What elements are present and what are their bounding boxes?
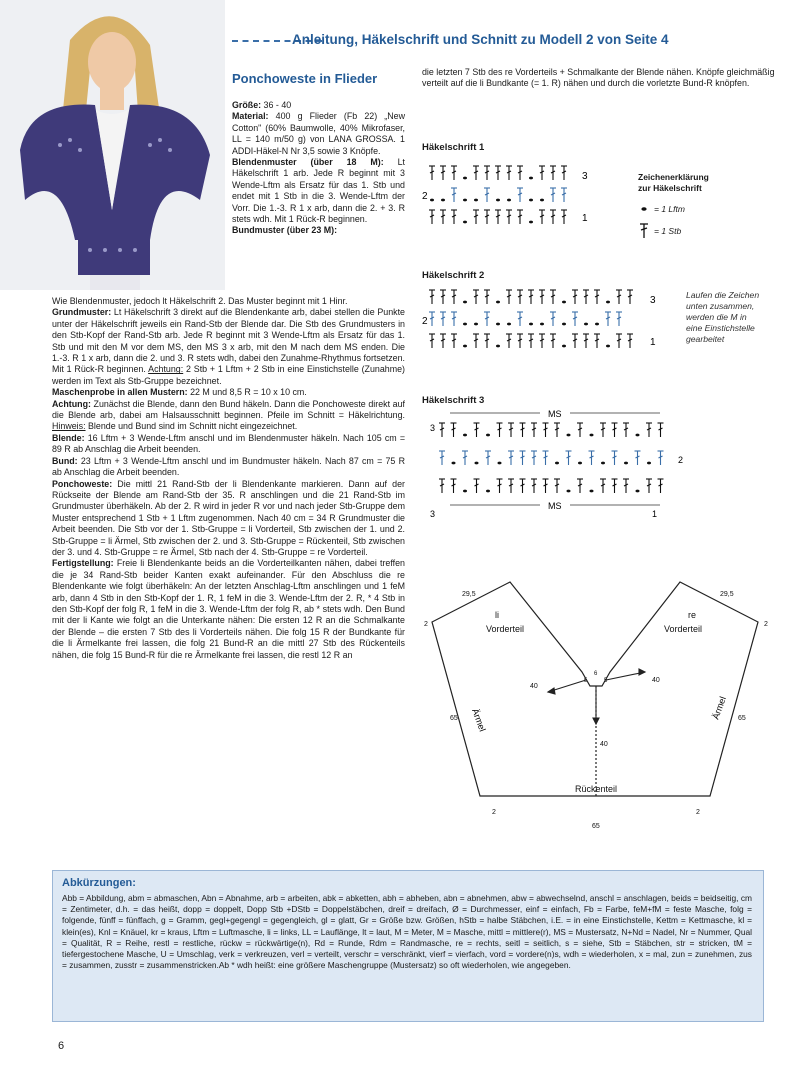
lftm-symbol-icon bbox=[507, 199, 511, 202]
fertigstellung-text: Freie li Blendenkante beids an die Vorderteilkanten nähen, dabei treffen die je 34 Rand-Stb beider Kanten exakt aufeinander. Für den Abschluss die re Blendenkante wie folgt überhäkeln: An der letzten Anschlag-Lftm anschlingen und 1 feM arb, dann 4 Stb in den Stb-Kopf der 1. R, 1 feM in die 3. Wende-Lftm der 2. R, * 4 Stb in den Stb-Kopf der folg R, 1 feM in die 3. Wende-Lftm der folg R, ab * stets wdh. Den Bund mit der li Kante wie folgt an die Unterkante nähen: Die ersten 12 R an die Schmalkante der Blende – die ersten 7 Stb des li Vorderteils nähen. Die folg 15 R der Bundkante für die li Ärmelkante frei lassen, die folg 21 Bund-R an die mittl 27 Stb des Rückenteils nähen, die folg 15 Bund-R für die re Ärmelkante frei lassen, die restl 12 R an bbox=[52, 558, 405, 660]
lftm-symbol-icon bbox=[641, 207, 646, 211]
stb-symbol-icon bbox=[539, 290, 545, 304]
stb-symbol-icon bbox=[550, 188, 556, 202]
stb-symbol-icon bbox=[528, 290, 534, 304]
dim-29-5-right: 29,5 bbox=[720, 591, 734, 598]
legend-title-1: Zeichenerklärung bbox=[638, 172, 709, 182]
legend-title-2: zur Häkelschrift bbox=[638, 183, 702, 193]
stb-symbol-icon bbox=[616, 312, 622, 326]
lftm-symbol-icon bbox=[463, 434, 467, 437]
haekelschrift-1-label: Häkelschrift 1 bbox=[422, 142, 485, 153]
lftm-symbol-icon bbox=[463, 323, 467, 326]
achtung-text: Zunächst die Blende, dann den Bund häkeln. Dann die Ponchoweste direkt auf die Blende arb, dabei am Halsausschnitt beginnen. Pfeile im Schnitt = Häkelrichtung. bbox=[52, 398, 405, 421]
dim-2-b: 2 bbox=[764, 621, 768, 628]
stb-symbol-icon bbox=[561, 166, 567, 180]
schnitt-aermel-li: Ärmel bbox=[470, 707, 488, 733]
lftm-symbol-icon bbox=[463, 177, 467, 180]
stb-symbol-icon bbox=[439, 479, 445, 493]
legend-stb: = 1 Stb bbox=[654, 226, 682, 236]
lftm-symbol-icon bbox=[496, 301, 500, 304]
lftm-symbol-icon bbox=[636, 490, 640, 493]
stb-symbol-icon bbox=[550, 166, 556, 180]
stb-symbol-icon bbox=[646, 479, 652, 493]
grund-achtung-text: 2 Stb + 1 Lftm + 2 Stb in eine Einstichstelle (Zunahme) werden im Text als Stb-Gruppe bezeichnet. bbox=[52, 364, 405, 386]
haekelschrift-3-chart bbox=[420, 405, 700, 525]
stb-symbol-icon bbox=[627, 334, 633, 348]
stb-symbol-icon bbox=[451, 188, 457, 202]
stb-symbol-icon bbox=[474, 479, 480, 493]
dim-6: 6 bbox=[594, 671, 598, 677]
lftm-symbol-icon bbox=[606, 301, 610, 304]
dim-40-right: 40 bbox=[652, 677, 660, 684]
stb-symbol-icon bbox=[550, 290, 556, 304]
stb-symbol-icon bbox=[439, 423, 445, 437]
stb-symbol-icon bbox=[451, 423, 457, 437]
lftm-symbol-icon bbox=[430, 199, 434, 202]
lftm-symbol-icon bbox=[463, 301, 467, 304]
dim-2-c: 2 bbox=[492, 809, 496, 816]
bund2-text: 23 Lftm + 3 Wende-Lftm anschl und im Bundmuster häkeln. Nach 87 cm = 75 R ab Anschlag die Arbeit beenden. bbox=[52, 455, 405, 478]
blende2-label: Blende: bbox=[52, 432, 85, 443]
grund-achtung-label: Achtung: bbox=[148, 364, 184, 375]
haekelschrift-1-chart bbox=[418, 158, 598, 230]
stb-symbol-icon bbox=[531, 451, 537, 465]
haekelschrift-3-symbols bbox=[439, 423, 664, 493]
stb-symbol-icon bbox=[623, 479, 629, 493]
stb-symbol-icon bbox=[484, 210, 490, 224]
stb-symbol-icon bbox=[473, 334, 479, 348]
stb-symbol-icon bbox=[506, 334, 512, 348]
schnitt-rueckenteil: Rückenteil bbox=[575, 784, 618, 794]
stb-symbol-icon bbox=[497, 479, 503, 493]
chart-note-line-3: werden die M in bbox=[686, 312, 747, 322]
stb-symbol-icon bbox=[572, 334, 578, 348]
lftm-symbol-icon bbox=[578, 462, 582, 465]
abbreviations-title: Abkürzungen: bbox=[62, 877, 136, 889]
lftm-symbol-icon bbox=[595, 323, 599, 326]
abbreviations-text: Abb = Abbildung, abm = abmaschen, Abn = Abnahme, arb = arbeiten, abk = abketten, abh = abheben, abn = abnehmen, abw = abwechselnd, anschl = anschlagen, beids = beidseitig, cm = Zentimeter, d.h. = das heißt, dopp = doppelt, Dopp Stb +DStb = Doppelstäbchen, dreif = dreifach, Ø = Durchmesser, einf = einfach, Fb = Farbe, feM+fM = feste Masche, folg = folgende, fünff = fünffach, g = Gramm, gegl+gegengl = gegengleich, gl = glatt, Gr = Größe bzw. Größen, hStb = halbe Stäbchen, i.E. = in eine Einstichstelle, Kettm = Kettmasche, kl = klein(es), Knl = Knäuel, kr = kraus, Lftm = Luftmasche, li = links, LL = Lauflänge, lt = laut, M = Meter, M = Masche, mittl = mittlere(r), MS = Mustersatz, N+Nd = Nadel, Nr = Nummer, Qual = Qualität, R = Reihe, restl = restliche, rückw = rückwärtige(n), Rd = Runde, Rdm = Randmasche, re = rechts, seitl = seitlich, s = siehe, Stb = Stäbchen, str = stricken, tM = tiefergestochene Masche, U = Umschlag, verk = verkreuzen, verl = verteilt, verschr = verschränkt, vierf = vierfach, vord = vordere(n)s, wdh = wiederholen, x = mal, zun = zunehmen, zus = zusammen, zusstr = zusammenstricken.Ab * wdh heißt: eine größere Maschengruppe (Mustersatz) so oft wiederholen, wie angegeben. bbox=[62, 893, 752, 971]
model-photo bbox=[0, 0, 225, 290]
stb-symbol-icon bbox=[440, 166, 446, 180]
achtung-label: Achtung: bbox=[52, 398, 91, 409]
stb-symbol-icon bbox=[440, 210, 446, 224]
stb-symbol-icon bbox=[484, 166, 490, 180]
stb-symbol-icon bbox=[583, 290, 589, 304]
lftm-symbol-icon bbox=[474, 199, 478, 202]
stb-symbol-icon bbox=[429, 210, 435, 224]
stb-symbol-icon bbox=[440, 334, 446, 348]
lftm-symbol-icon bbox=[463, 345, 467, 348]
hs1-row-2: 2 bbox=[422, 191, 428, 202]
schnitt-vorderteil-re: Vorderteil bbox=[664, 624, 703, 634]
lftm-symbol-icon bbox=[498, 462, 502, 465]
stb-symbol-icon bbox=[506, 166, 512, 180]
blende-label: Blendenmuster (über 18 M): bbox=[232, 157, 384, 168]
stb-symbol-icon bbox=[550, 312, 556, 326]
stb-symbol-icon bbox=[439, 451, 445, 465]
stb-symbol-icon bbox=[594, 290, 600, 304]
dim-65-right: 65 bbox=[738, 715, 746, 722]
stb-symbol-icon bbox=[543, 479, 549, 493]
page-number: 6 bbox=[58, 1040, 65, 1052]
hs3-ms-top: MS bbox=[548, 409, 562, 419]
dim-2-a: 2 bbox=[424, 621, 428, 628]
stb-symbol-icon bbox=[451, 312, 457, 326]
lftm-symbol-icon bbox=[540, 199, 544, 202]
lftm-symbol-icon bbox=[507, 323, 511, 326]
lftm-symbol-icon bbox=[555, 462, 559, 465]
lftm-symbol-icon bbox=[562, 301, 566, 304]
lftm-symbol-icon bbox=[486, 434, 490, 437]
stb-symbol-icon bbox=[429, 312, 435, 326]
stb-symbol-icon bbox=[484, 334, 490, 348]
lftm-symbol-icon bbox=[606, 345, 610, 348]
stb-symbol-icon bbox=[600, 423, 606, 437]
chart-note bbox=[686, 290, 759, 345]
lftm-symbol-icon bbox=[463, 221, 467, 224]
stb-symbol-icon bbox=[539, 334, 545, 348]
stb-symbol-icon bbox=[451, 334, 457, 348]
bund-label: Bundmuster (über 23 M): bbox=[232, 225, 338, 236]
stb-symbol-icon bbox=[550, 334, 556, 348]
stb-symbol-icon bbox=[583, 334, 589, 348]
hs3-ms-bottom: MS bbox=[548, 501, 562, 511]
stb-symbol-icon bbox=[531, 479, 537, 493]
lftm-symbol-icon bbox=[463, 199, 467, 202]
stb-symbol-icon bbox=[517, 312, 523, 326]
lftm-symbol-icon bbox=[529, 177, 533, 180]
haekelschrift-2-label: Häkelschrift 2 bbox=[422, 270, 485, 281]
stb-symbol-icon bbox=[429, 334, 435, 348]
stb-symbol-icon bbox=[550, 210, 556, 224]
stb-symbol-icon bbox=[473, 166, 479, 180]
maschenprobe-text: 22 M und 8,5 R = 10 x 10 cm. bbox=[187, 387, 307, 398]
stb-symbol-icon bbox=[658, 479, 664, 493]
maschenprobe-label: Maschenprobe in allen Mustern: bbox=[52, 387, 188, 398]
stb-symbol-icon bbox=[627, 290, 633, 304]
lftm-symbol-icon bbox=[529, 221, 533, 224]
stb-symbol-icon bbox=[495, 166, 501, 180]
stb-symbol-icon bbox=[462, 451, 468, 465]
stb-symbol-icon bbox=[440, 290, 446, 304]
lftm-symbol-icon bbox=[647, 462, 651, 465]
lftm-symbol-icon bbox=[529, 199, 533, 202]
fertigstellung-label: Fertigstellung: bbox=[52, 558, 114, 569]
hs1-row-3: 3 bbox=[582, 171, 588, 182]
stb-symbol-icon bbox=[474, 423, 480, 437]
chart-note-line-2: unten zusammen, bbox=[686, 301, 755, 311]
stb-symbol-icon bbox=[520, 479, 526, 493]
stb-symbol-icon bbox=[451, 290, 457, 304]
dim-40-left: 40 bbox=[530, 683, 538, 690]
stb-symbol-icon bbox=[589, 451, 595, 465]
chart-note-line-5: gearbeitet bbox=[686, 334, 725, 344]
stb-symbol-icon bbox=[539, 166, 545, 180]
bund-text: Wie Blendenmuster, jedoch lt Häkelschrift 2. Das Muster beginnt mit 1 Hinr. bbox=[52, 296, 348, 306]
page-header-title: Anleitung, Häkelschrift und Schnitt zu Modell 2 von Seite 4 bbox=[292, 32, 669, 47]
groesse-label: Größe: bbox=[232, 100, 262, 110]
stb-symbol-icon bbox=[600, 479, 606, 493]
grund-text: Lt Häkelschrift 3 direkt auf die Blendenkante arb, dabei stellen die Punkte unter der Häkelschrift jeweils ein Rand-Stb der Blende dar. Die Stb des Grundmusters in den Stb-Kopf der Rand-Stb arb. Jede R beginnt mit 3 Wende-Lftm als Ersatz für das 1. Stb und mit den M vor dem MS, den MS 3 x arb, mit den M nach dem MS enden. Die 1.-3. R 1 x arb, dann die 2. und 3. R stets wdh, dabei den Zunahme-Rhythmus fortsetzen. Mit 1 Rück-R beginnen. bbox=[52, 307, 405, 375]
dim-2-d: 2 bbox=[696, 809, 700, 816]
schnitt-li: li bbox=[495, 610, 499, 620]
stb-symbol-icon bbox=[577, 423, 583, 437]
hs2-row-3: 3 bbox=[650, 295, 656, 306]
instructions-wide bbox=[52, 296, 405, 661]
stb-symbol-icon bbox=[612, 479, 618, 493]
lftm-symbol-icon bbox=[496, 323, 500, 326]
lftm-symbol-icon bbox=[590, 490, 594, 493]
lftm-symbol-icon bbox=[636, 434, 640, 437]
stb-symbol-icon bbox=[539, 210, 545, 224]
dim-5-b: 5 bbox=[604, 678, 608, 684]
blende2-text: 16 Lftm + 3 Wende-Lftm anschl und im Blendenmuster häkeln. Nach 105 cm = 89 R ab Anschlag die Arbeit beenden. bbox=[52, 432, 405, 455]
dim-65-left: 65 bbox=[450, 715, 458, 722]
stb-symbol-icon bbox=[616, 334, 622, 348]
stb-symbol-icon bbox=[554, 423, 560, 437]
stb-symbol-icon bbox=[577, 479, 583, 493]
stb-symbol-icon bbox=[658, 423, 664, 437]
groesse-text: 36 - 40 bbox=[261, 100, 292, 110]
lftm-symbol-icon bbox=[590, 434, 594, 437]
lftm-symbol-icon bbox=[496, 199, 500, 202]
stb-symbol-icon bbox=[520, 451, 526, 465]
stb-symbol-icon bbox=[508, 479, 514, 493]
dim-40-center: 40 bbox=[600, 741, 608, 748]
stb-symbol-icon bbox=[497, 423, 503, 437]
stb-symbol-icon bbox=[543, 451, 549, 465]
dim-29-5-left: 29,5 bbox=[462, 591, 476, 598]
hs3-row-3b: 3 bbox=[430, 509, 436, 519]
ponchoweste-text: Die mittl 21 Rand-Stb der li Blendenkante markieren. Dann auf der Rückseite der Blende am Rand-Stb der 35. R anschlingen und die 21 Rand-Stb im Grundmuster überhäkeln. Ab der 2. R wird in jeder R vor und nach jeder Stb-Gruppe dem Muster entsprechend 1 Stb + 1 Lftm zugenommen. Nach 40 cm = 34 R Grundmuster die Arbeit beenden. Die Stb vor der 1. Stb-Gruppe = li Vorderteil, Stb zwischen der 1. und 2. Stb-Gruppe = li Ärmel, Stb zwischen der 2. und 3. Stb-Gruppe = Rückenteil, Stb zwischen der 3. und 4. Stb-Gruppe = re Ärmel, Stb nach der 4. Stb-Gruppe = re Vorderteil. bbox=[52, 478, 405, 557]
haekelschrift-3-label: Häkelschrift 3 bbox=[422, 395, 485, 406]
stb-symbol-icon bbox=[473, 210, 479, 224]
stb-symbol-icon bbox=[561, 210, 567, 224]
ponchoweste-label: Ponchoweste: bbox=[52, 478, 113, 489]
stb-symbol-icon bbox=[640, 224, 648, 238]
stb-symbol-icon bbox=[517, 290, 523, 304]
haekelschrift-2-chart bbox=[418, 284, 668, 356]
lftm-symbol-icon bbox=[567, 490, 571, 493]
lftm-symbol-icon bbox=[474, 323, 478, 326]
lftm-symbol-icon bbox=[441, 199, 445, 202]
stb-symbol-icon bbox=[646, 423, 652, 437]
stb-symbol-icon bbox=[495, 210, 501, 224]
instructions-continued: die letzten 7 Stb des re Vorderteils + Schmalkante der Blende nähen. Knöpfe gleichmäßig verteilt auf die li Bundkante (= 1. R) nähen und durch die vorletzte Bund-R knöpfen. bbox=[422, 67, 775, 89]
material-label: Material: bbox=[232, 111, 269, 122]
stb-symbol-icon bbox=[635, 451, 641, 465]
hs1-row-1: 1 bbox=[582, 213, 588, 224]
stb-symbol-icon bbox=[531, 423, 537, 437]
schnitt-vorderteil-li: Vorderteil bbox=[486, 624, 525, 634]
hs2-row-1: 1 bbox=[650, 337, 656, 348]
lftm-symbol-icon bbox=[584, 323, 588, 326]
legend-symbols bbox=[634, 200, 654, 240]
stb-symbol-icon bbox=[451, 166, 457, 180]
stb-symbol-icon bbox=[616, 290, 622, 304]
stb-symbol-icon bbox=[566, 451, 572, 465]
lftm-symbol-icon bbox=[624, 462, 628, 465]
stb-symbol-icon bbox=[572, 290, 578, 304]
stb-symbol-icon bbox=[520, 423, 526, 437]
stb-symbol-icon bbox=[554, 479, 560, 493]
hs3-row-3: 3 bbox=[430, 423, 436, 433]
pattern-schematic bbox=[420, 560, 780, 840]
stb-symbol-icon bbox=[429, 290, 435, 304]
chart-note-line-1: Laufen die Zeichen bbox=[686, 290, 760, 300]
stb-symbol-icon bbox=[612, 451, 618, 465]
lftm-symbol-icon bbox=[562, 345, 566, 348]
stb-symbol-icon bbox=[473, 290, 479, 304]
stb-symbol-icon bbox=[451, 479, 457, 493]
legend-lftm: = 1 Lftm bbox=[654, 204, 685, 214]
stb-symbol-icon bbox=[506, 290, 512, 304]
lftm-symbol-icon bbox=[562, 323, 566, 326]
lftm-symbol-icon bbox=[529, 323, 533, 326]
stb-symbol-icon bbox=[451, 210, 457, 224]
lftm-symbol-icon bbox=[601, 462, 605, 465]
hinweis-text: Blende und Bund sind im Schnitt nicht eingezeichnet. bbox=[85, 421, 298, 432]
material-text: 400 g Flieder (Fb 22) „New Cotton" (60% Baumwolle, 40% Mikrofaser, LL = 140 m/50 g) von LANA GROSSA. 1 ADDI-Häkel-N Nr 3,5 sowie 3 Knöpfe. bbox=[232, 111, 405, 156]
stb-symbol-icon bbox=[612, 423, 618, 437]
stb-symbol-icon bbox=[517, 210, 523, 224]
stb-symbol-icon bbox=[517, 166, 523, 180]
grund-label: Grundmuster: bbox=[52, 307, 112, 318]
stb-symbol-icon bbox=[429, 166, 435, 180]
hs2-row-2: 2 bbox=[422, 316, 428, 327]
schnitt-aermel-re: Ärmel bbox=[710, 695, 728, 721]
stb-symbol-icon bbox=[605, 312, 611, 326]
stb-symbol-icon bbox=[543, 423, 549, 437]
chart-note-line-4: eine Einstichstelle bbox=[686, 323, 755, 333]
lftm-symbol-icon bbox=[463, 490, 467, 493]
stb-symbol-icon bbox=[517, 334, 523, 348]
schematic-outline bbox=[432, 582, 758, 796]
stb-symbol-icon bbox=[517, 188, 523, 202]
stb-symbol-icon bbox=[572, 312, 578, 326]
bund2-label: Bund: bbox=[52, 455, 78, 466]
haekelschrift-1-symbols bbox=[429, 166, 567, 224]
stb-symbol-icon bbox=[485, 451, 491, 465]
stb-symbol-icon bbox=[508, 423, 514, 437]
lftm-symbol-icon bbox=[496, 345, 500, 348]
lftm-symbol-icon bbox=[486, 490, 490, 493]
lftm-symbol-icon bbox=[567, 434, 571, 437]
model-title: Ponchoweste in Flieder bbox=[232, 71, 378, 86]
instructions-narrow bbox=[232, 100, 405, 237]
schnitt-re: re bbox=[688, 610, 697, 620]
hinweis-label: Hinweis: bbox=[52, 421, 86, 432]
hs3-row-2: 2 bbox=[678, 455, 684, 465]
stb-symbol-icon bbox=[508, 451, 514, 465]
dim-5-a: 5 bbox=[584, 678, 588, 684]
lftm-symbol-icon bbox=[540, 323, 544, 326]
hs3-row-1: 1 bbox=[652, 509, 658, 519]
lftm-symbol-icon bbox=[452, 462, 456, 465]
stb-symbol-icon bbox=[528, 334, 534, 348]
haekelschrift-2-symbols bbox=[429, 290, 633, 348]
stb-symbol-icon bbox=[484, 188, 490, 202]
lftm-symbol-icon bbox=[475, 462, 479, 465]
stb-symbol-icon bbox=[484, 290, 490, 304]
stb-symbol-icon bbox=[594, 334, 600, 348]
stb-symbol-icon bbox=[506, 210, 512, 224]
stb-symbol-icon bbox=[440, 312, 446, 326]
stb-symbol-icon bbox=[561, 188, 567, 202]
stb-symbol-icon bbox=[658, 451, 664, 465]
dim-65-bottom: 65 bbox=[592, 823, 600, 830]
legend bbox=[638, 172, 709, 194]
blende-text: Lt Häkelschrift 1 arb. Jede R beginnt mit 3 Wende-Lftm als Ersatz für das 1. Stb und endet mit 1 Stb in die 3. Wende-Lftm der Vorr. Die 1.-3. R 1 x arb, dann die 2. + 3. R stets wdh. Mit 1 Rück-R beginnen. bbox=[232, 157, 405, 225]
stb-symbol-icon bbox=[484, 312, 490, 326]
stb-symbol-icon bbox=[623, 423, 629, 437]
